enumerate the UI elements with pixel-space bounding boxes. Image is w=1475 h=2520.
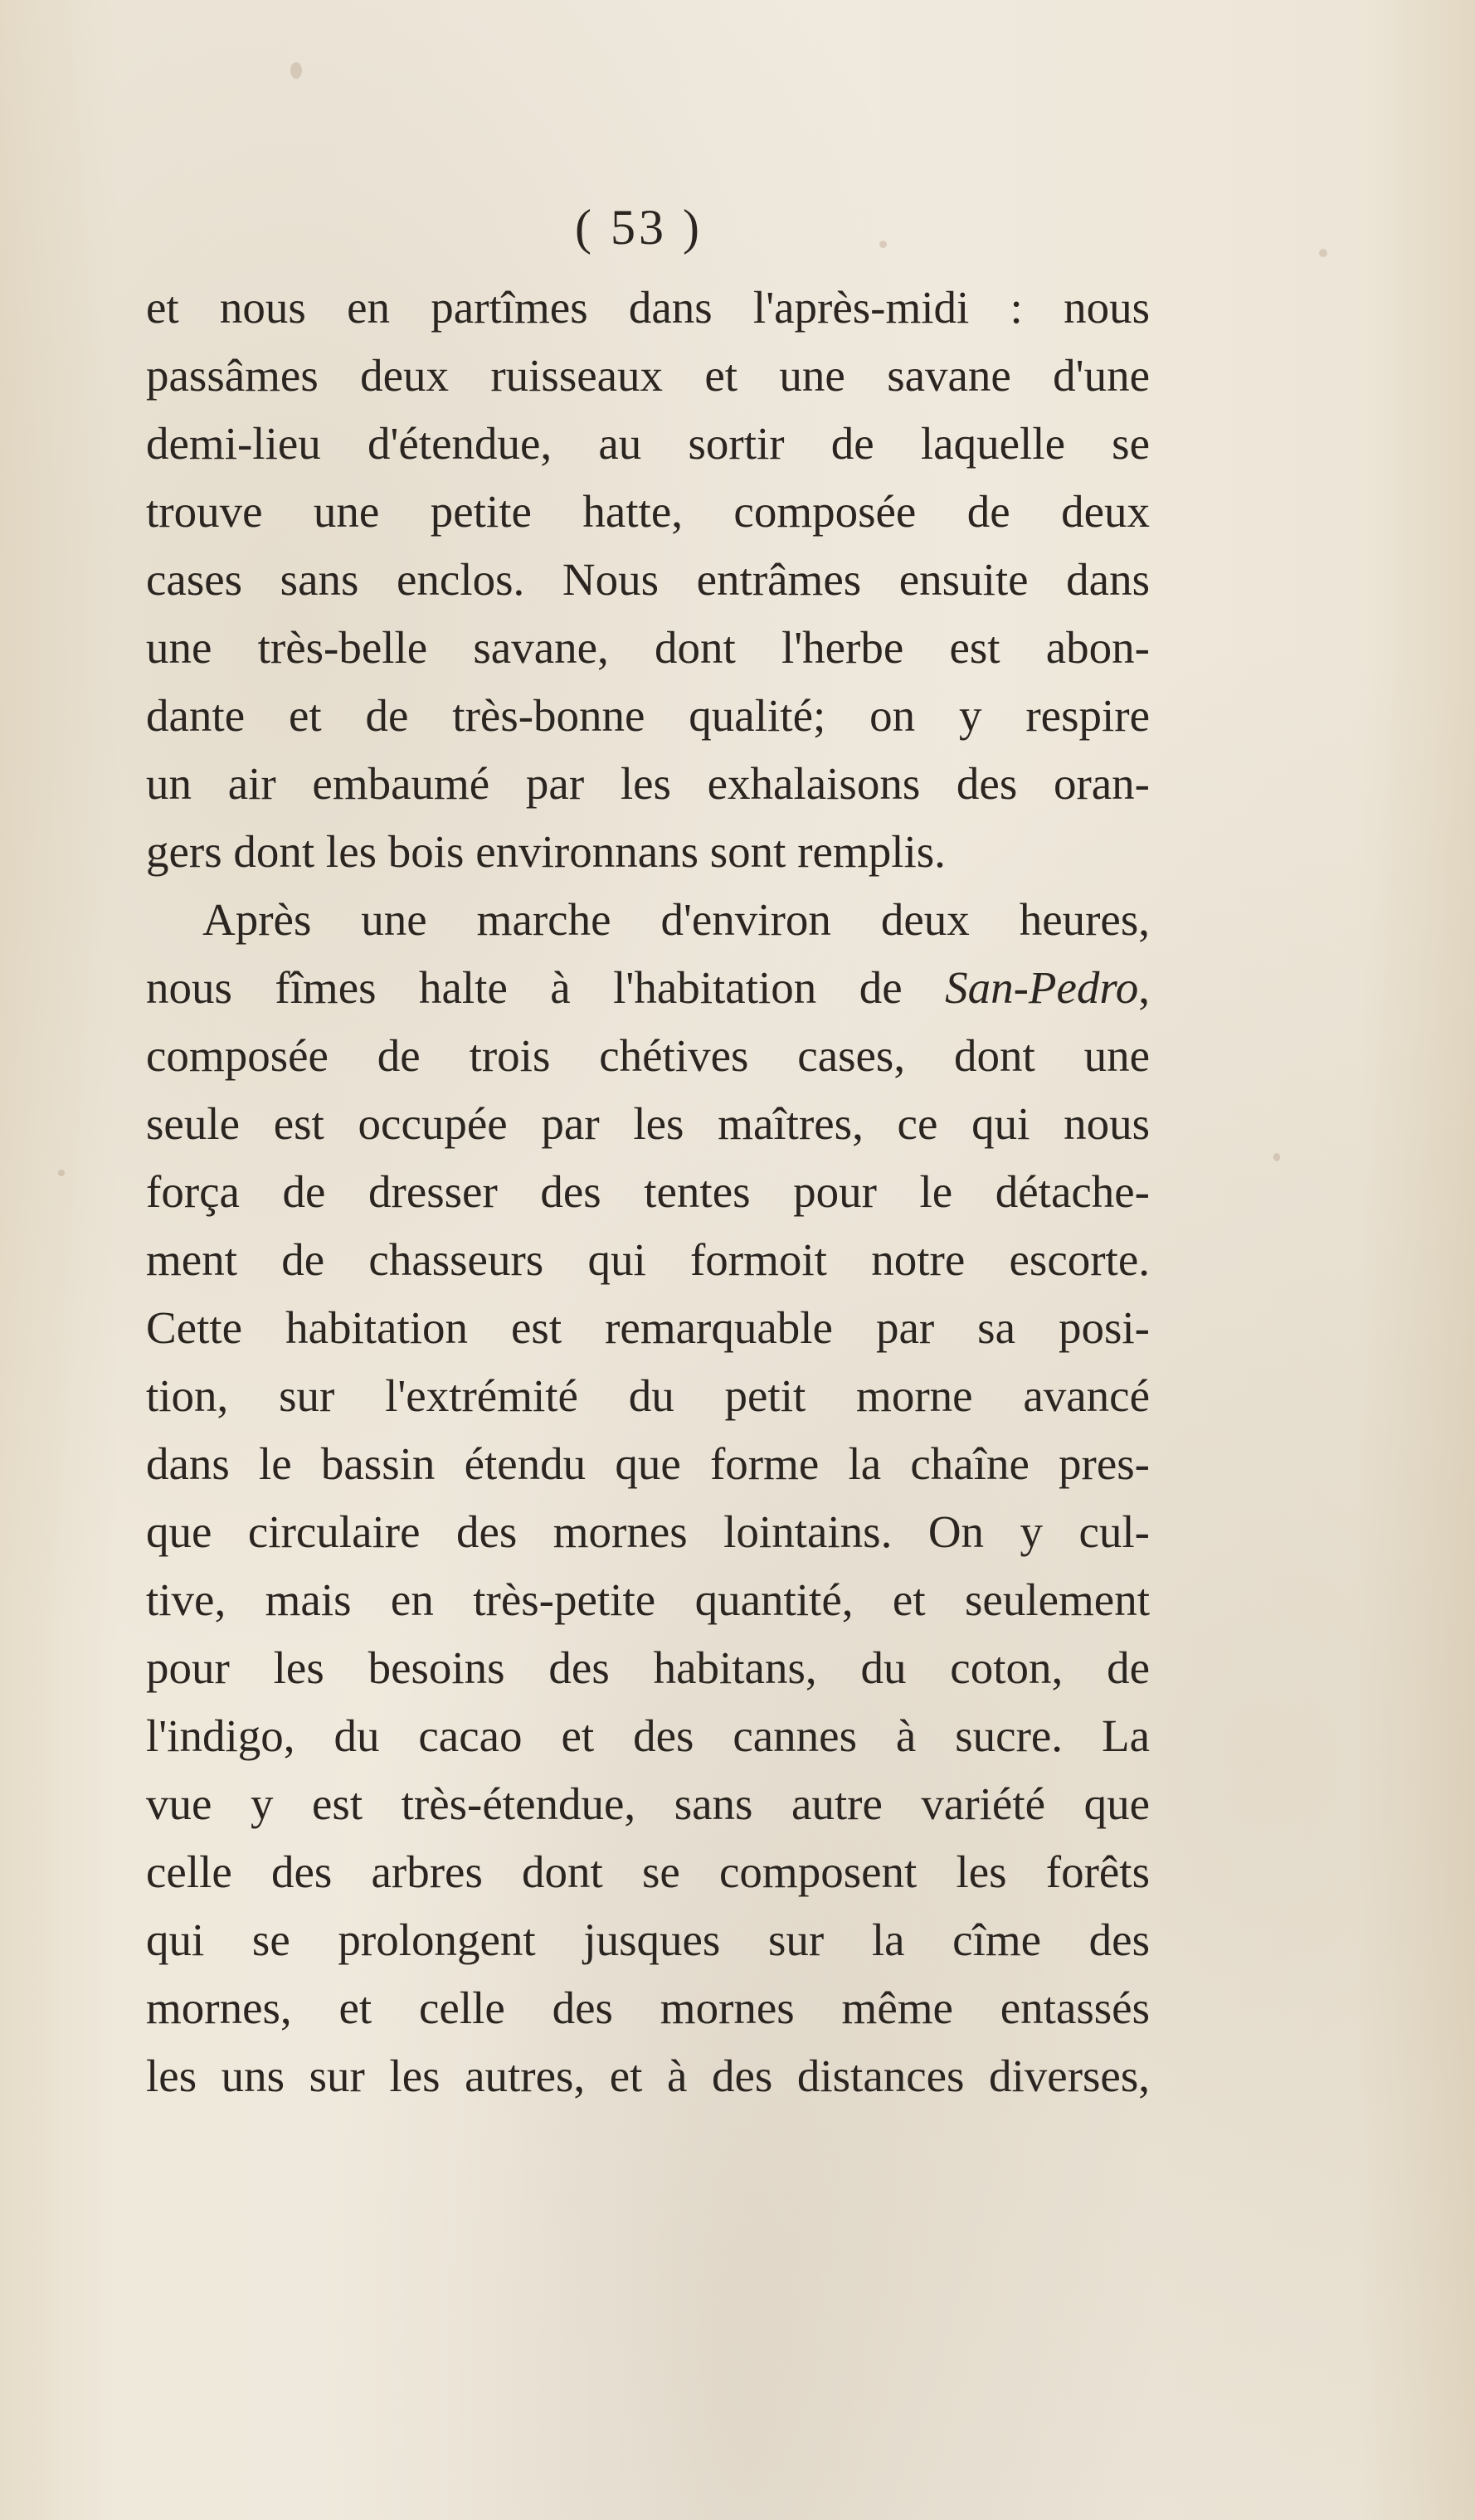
text-line <box>146 954 1150 1022</box>
text-line: qui se prolongent jusques sur la cîme des <box>146 1914 1150 1965</box>
text-line: seule est occupée par les maîtres, ce qui nous <box>146 1098 1150 1149</box>
text-segment: nous fîmes halte à l'habitation de <box>146 962 946 1013</box>
text-line: une très-belle savane, dont l'herbe est abon- <box>146 622 1150 673</box>
text-line: et nous en partîmes dans l'après-midi : nous <box>146 282 1150 333</box>
text-line: gers dont les bois environnans sont remplis. <box>146 826 946 877</box>
text-line: passâmes deux ruisseaux et une savane d'une <box>146 350 1150 401</box>
body-text <box>146 274 1150 2110</box>
text-line: demi-lieu d'étendue, au sortir de laquelle se <box>146 418 1150 469</box>
page-number: ( 53 ) <box>575 200 703 255</box>
text-line: ment de chasseurs qui formoit notre escorte. <box>146 1234 1150 1285</box>
text-line: Cette habitation est remarquable par sa posi- <box>146 1302 1150 1353</box>
text-line: dans le bassin étendu que forme la chaîne pres- <box>146 1438 1150 1489</box>
text-segment: , <box>1138 962 1150 1013</box>
stain <box>1319 249 1327 257</box>
text-line: celle des arbres dont se composent les forêts <box>146 1846 1150 1897</box>
text-line: composée de trois chétives cases, dont une <box>146 1030 1150 1081</box>
text-line: tion, sur l'extrémité du petit morne avancé <box>146 1370 1150 1421</box>
text-line: força de dresser des tentes pour le détache- <box>146 1166 1150 1217</box>
text-line: que circulaire des mornes lointains. On y cul- <box>146 1506 1150 1557</box>
text-line: l'indigo, du cacao et des cannes à sucre. La <box>146 1710 1150 1761</box>
paragraph-first-line: Après une marche d'environ deux heures, <box>202 894 1150 945</box>
text-line: dante et de très-bonne qualité; on y respire <box>146 690 1150 741</box>
stain <box>58 1170 65 1176</box>
text-line: cases sans enclos. Nous entrâmes ensuite dans <box>146 554 1150 605</box>
text-line: tive, mais en très-petite quantité, et seulement <box>146 1574 1150 1625</box>
text-line: trouve une petite hatte, composée de deux <box>146 486 1150 537</box>
place-name: San-Pedro <box>945 962 1139 1013</box>
stain <box>290 62 302 79</box>
text-line: un air embaumé par les exhalaisons des oran- <box>146 758 1150 809</box>
text-line: vue y est très-étendue, sans autre variété que <box>146 1778 1150 1829</box>
text-line: mornes, et celle des mornes même entassés <box>146 1982 1150 2033</box>
text-line: les uns sur les autres, et à des distances diverses, <box>146 2051 1150 2101</box>
stain <box>1273 1153 1280 1161</box>
text-line: pour les besoins des habitans, du coton, de <box>146 1642 1150 1693</box>
